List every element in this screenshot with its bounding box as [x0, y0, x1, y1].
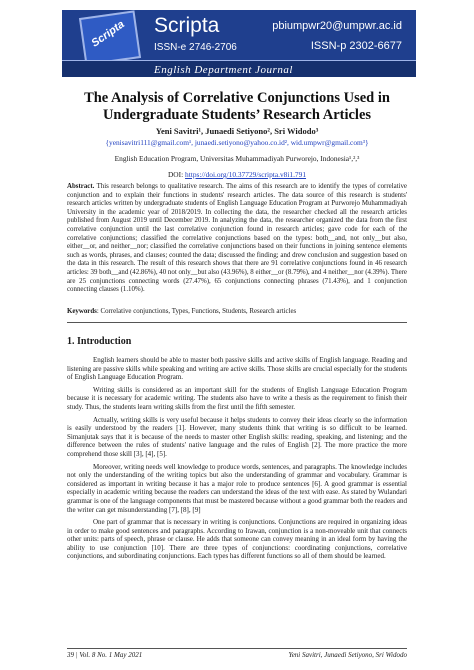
issn-print: ISSN-p 2302-6677 [310, 40, 402, 52]
introduction-body [67, 356, 407, 565]
journal-title: Scripta [154, 14, 220, 37]
journal-name: English Department Journal [154, 64, 293, 76]
journal-banner [62, 10, 416, 77]
paper-title: The Analysis of Correlative Conjunctions Used in Undergraduate Students’ Research Articles [84, 90, 390, 123]
doi-link[interactable]: https://doi.org/10.37729/scripta.v8i1.791 [185, 170, 307, 179]
author-affiliation: English Education Program, Universitas Muhammadiyah Purworejo, Indonesia¹,²,³ [114, 154, 360, 163]
paragraph: Moreover, writing needs well knowledge to produce words, sentences, and paragraphs. The knowledge includes not only the understanding of the writing topics but also the understanding of grammar and vocabulary. Grammar is considered as important in writing because it has a major role to produce sentences [6]. A good grammar is essential especially in academic writing because the readers can understand the ideas of the text with ease. As stated by Wulandari grammar is one of the language components that must be mastered because without a good grammar both the readers and the writer can get misunderstanding [7], [8], [9] [67, 462, 407, 514]
doi-line [60, 170, 414, 179]
paragraph: One part of grammar that is necessary in writing is conjunctions. Conjunctions are required in organizing ideas in order to make good sentences and paragraphs. According to Irawan, conjunction is a non-moveable unit that connects other units: parts of speech, phrase or clause. He adds that someone can convey meaning in an ideal form by having the ability to use conjunction [10]. There are three types of conjunctions: coordinating conjunctions, correlative conjunctions, and subordinating conjunctions. Each types has different functions so all of them should be learned. [67, 518, 407, 561]
footer-authors: Yeni Savitri, Junaedi Setiyono, Sri Widodo [288, 651, 407, 659]
keywords-label: Keywords [67, 308, 97, 315]
journal-email: pbiumpwr20@umpwr.ac.id [272, 20, 402, 32]
paragraph: Writing skills is considered as an important skill for the students of English Language Education Program because it is necessary for academic writing. The students also have to write a thesis as the requirement to finish their study. Thus, the students learn writing skills from the first until the fifth semester. [67, 385, 407, 411]
abstract-label: Abstract. [67, 183, 95, 190]
paragraph: Actually, writing skills is very useful because it helps students to convey their ideas clearly so the information is easily understood by the readers [1]. However, many students think that writing is so difficult to be learned. Simanjutak says that it is because of the needs to master other English skills: reading, speaking, and listening; and the difference between the rules of students' native language and the rules of English [2]. The more practice the more comprehend those skill [3], [4], [5]. [67, 415, 407, 458]
doi-label: DOI: [167, 170, 184, 179]
keywords [67, 308, 407, 317]
abstract [67, 183, 407, 295]
banner-strip [62, 60, 416, 77]
paragraph: English learners should be able to master both passive skills and active skills of English language. Reading and listening are passive skills while speaking and writing are active skills. Those skills are crucial especially for the students of English Language Education Program. [67, 356, 407, 382]
keywords-text: : Correlative conjunctions, Types, Functions, Students, Research articles [96, 308, 297, 315]
abstract-text: This research belongs to qualitative research. The aims of this research are to identify the types of correlative conjunction and to explain their functions in students' research articles. The data source of this research is students' research articles written by undergraduate students of English Language Education Program at Purworejo Muhammadiyah University in the academic year of 2018/2019. In collecting the data, the researcher checked all the research articles published from August 2019 until December 2019. In analyzing the data, the researcher organized the data from the first correlative conjunction until the last correlative conjunction found in research articles; gave code for each of the correlative conjunctions; classified the correlative conjunctions based on the types: both__and, not only__but also, either__or, and neither__nor; classified the correlative conjunctions based on their functions in joining sentence elements such as words, phrases, and clauses; counted the data; discussed the finding; and drew conclusion and suggestion based on the data in this research. The result of this research shows that there are 91 correlative conjunctions found in 46 research articles: 39 both__and (42.86%), 40 not only__but also (43.96%), 8 either__or (8.79%), and 4 neither__nor (4.39%). There are 25 conjunctions connecting words (27.47%), 65 conjunctions connecting phrases (71.43%), and 1 conjunction connecting clauses (1.10%). [67, 183, 407, 294]
issn-electronic: ISSN-e 2746-2706 [154, 42, 237, 53]
paper-authors: Yeni Savitri¹, Junaedi Setiyono², Sri Widodo³ [155, 126, 319, 136]
divider [67, 322, 407, 323]
footer-page-info: 39 | Vol. 8 No. 1 May 2021 [67, 651, 143, 659]
section-heading: 1. Introduction [67, 336, 132, 347]
footer-divider [67, 648, 407, 649]
logo-text: Scripta [89, 18, 127, 50]
author-emails[interactable]: {yenisavitri111@gmail.com¹, junaedi.setiyono@yahoo.co.id², wid.umpwr@gmail.com³} [105, 138, 369, 147]
